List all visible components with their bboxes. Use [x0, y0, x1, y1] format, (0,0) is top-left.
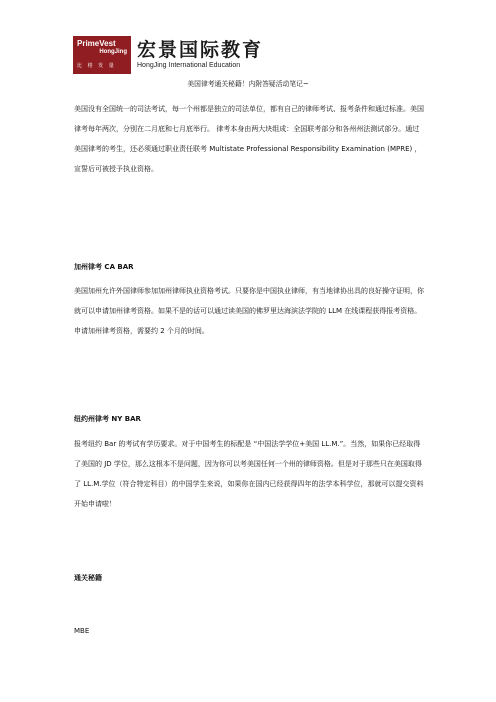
org-name-cn: 宏景国际教育: [137, 39, 264, 61]
logo-brand-line2: HongJing: [99, 49, 127, 55]
intro-paragraph: 美国没有全国统一的司法考试，每一个州都是独立的司法单位，都有自己的律师考试、报考条件和通过标准。美国律考每年两次，分别在二月底和七月底举行。 律考本身由两大块组成：全国联考部分和各州州法测试部分。通过美国律考的考生，还必须通过职业责任联考 Multistate Professional Responsibility Examination (MPRE) ，宣誓后可被授予执业资格。: [74, 105, 424, 173]
section-heading-ny-bar: 纽约州律考 NY BAR: [74, 415, 141, 423]
logo: [73, 36, 263, 74]
tips-heading: 通关秘籍: [74, 574, 102, 582]
document-title: 美国律考通关秘籍！内附答疑活动笔记~: [187, 80, 309, 88]
section-body-ny-bar: 报考纽约 Bar 的考试有学历要求。对于中国考生的标配是 “中国法学学位+美国 LL.M.”。当然，如果你已经取得了美国的 JD 学位，那么这根本不是问题，因为你可以考美国任何一个州的律师资格。但是对于那些只在美国取得了 LL.M.学位（符合特定科目）的中国学生来说，如果你在国内已经获得四年的法学本科学位，那就可以提交资料开始申请啦！: [74, 440, 424, 508]
logo-mark: [73, 36, 131, 74]
section-heading-ca-bar: 加州律考 CA BAR: [74, 263, 134, 271]
logo-brand-line1: PrimeVest: [77, 39, 116, 48]
section-body-ca-bar: 美国加州允许外国律师参加加州律师执业资格考试。只要你是中国执业律师，有当地律协出具的良好操守证明，你就可以申请加州律考资格。如果不是的话可以通过读美国的佛罗里达海滨法学院的 LLM 在线课程获得报考资格。申请加州律考资格，需要约 2 个月的时间。: [74, 287, 424, 335]
logo-tagline: 比 格 发 量: [77, 63, 116, 69]
org-name-en: HongJing International Education: [137, 62, 241, 69]
subheading-mbe: MBE: [74, 627, 90, 635]
